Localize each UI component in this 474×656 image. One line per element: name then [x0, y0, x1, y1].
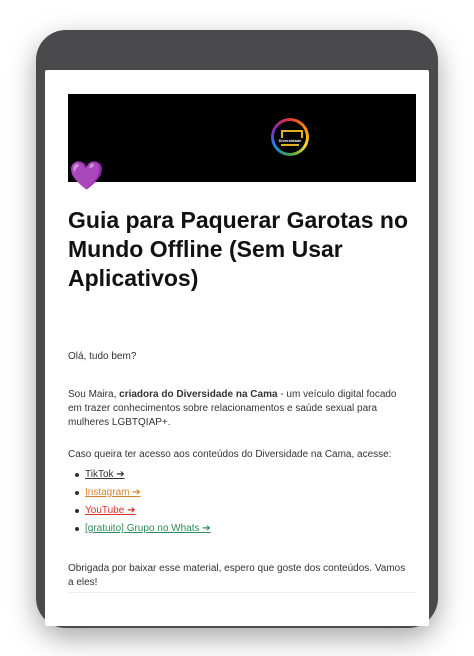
document-screen — [45, 70, 429, 626]
social-links-list — [85, 466, 211, 538]
list-item — [85, 520, 211, 538]
intro-suffix: - um veículo digital focado em trazer conhecimentos sobre relacionamentos e saúde sexual para mulheres LGBTQIAP+. — [68, 389, 397, 428]
access-text: Caso queira ter acesso aos conteúdos do Diversidade na Cama, acesse: — [68, 449, 392, 460]
divider — [68, 592, 416, 593]
closing-text: Obrigada por baixar esse material, espero que goste dos conteúdos. Vamos a eles! — [68, 563, 406, 588]
greeting-text: Olá, tudo bem? — [68, 351, 137, 362]
tablet-frame — [36, 30, 438, 628]
list-item — [85, 502, 211, 520]
logo-bracket — [281, 130, 303, 138]
logo-center — [274, 121, 306, 153]
header-banner — [68, 94, 416, 182]
logo-text: Diversidade — [278, 138, 302, 143]
instagram-link[interactable]: Instagram ➔ — [85, 487, 141, 498]
logo-bar — [281, 144, 299, 146]
tiktok-link[interactable]: TikTok ➔ — [85, 469, 125, 480]
diversidade-logo-icon — [271, 118, 309, 156]
page-title: Guia para Paquerar Garotas no Mundo Offline (Sem Usar Aplicativos) — [68, 207, 409, 291]
youtube-link[interactable]: YouTube ➔ — [85, 505, 136, 516]
intro-paragraph — [68, 388, 408, 430]
intro-prefix: Sou Maira, — [68, 389, 120, 400]
list-item — [85, 466, 211, 484]
purple-heart-icon: 💜 — [69, 160, 104, 191]
whatsapp-group-link[interactable]: [gratuito] Grupo no Whats ➔ — [85, 523, 211, 534]
list-item — [85, 484, 211, 502]
intro-bold: criadora do Diversidade na Cama — [119, 389, 278, 400]
